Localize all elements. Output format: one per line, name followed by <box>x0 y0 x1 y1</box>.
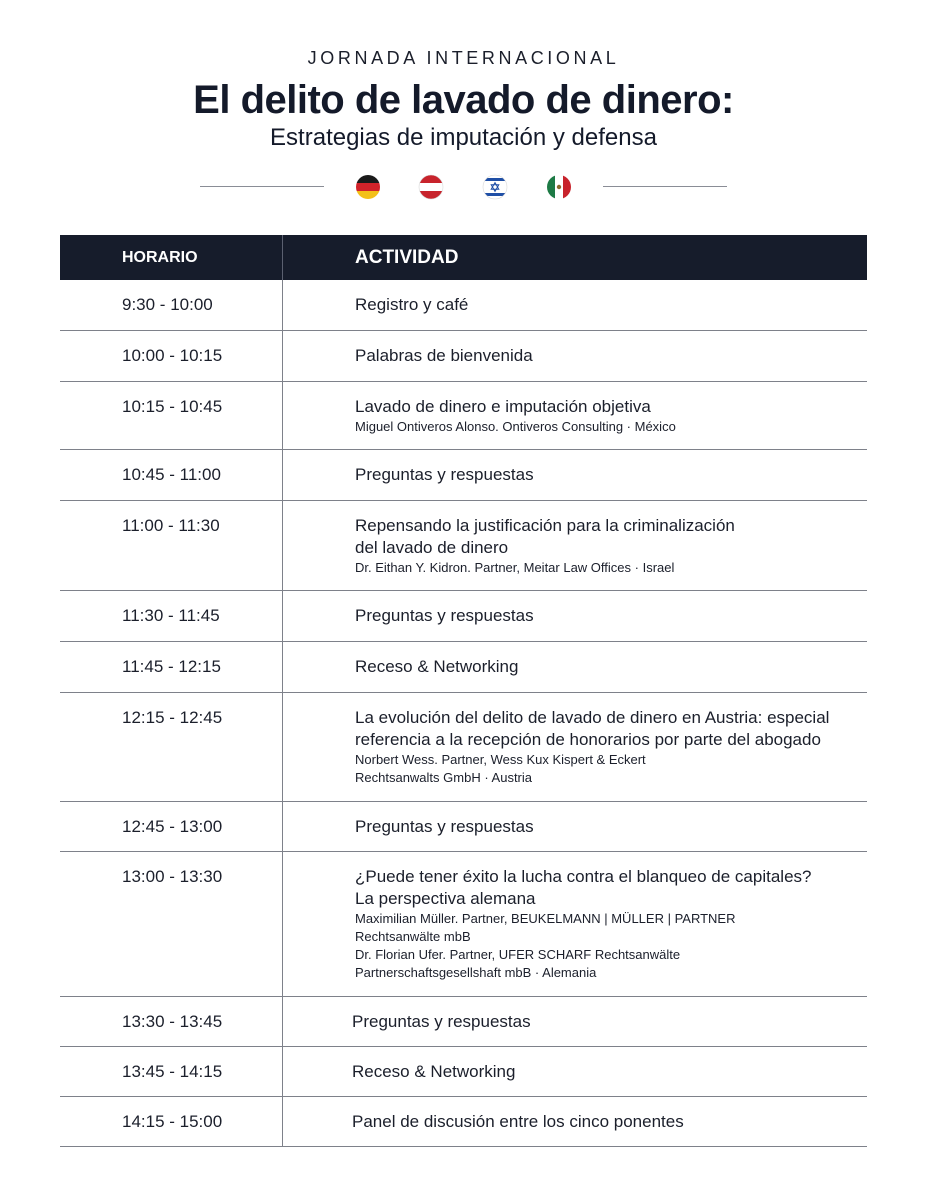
activity-title: La perspectiva alemana <box>355 889 536 908</box>
row-activity <box>355 515 855 577</box>
activity-title: Panel de discusión entre los cinco ponentes <box>352 1112 684 1131</box>
mexico-flag-icon <box>546 174 572 200</box>
row-activity <box>355 345 855 367</box>
row-time: 14:15 - 15:00 <box>122 1112 223 1131</box>
activity-title: Preguntas y respuestas <box>352 1012 531 1031</box>
row-activity <box>355 656 855 678</box>
row-time: 10:15 - 10:45 <box>122 397 223 416</box>
column-divider <box>282 280 283 330</box>
column-divider <box>282 1097 283 1146</box>
table-row <box>60 501 867 591</box>
activity-title: Palabras de bienvenida <box>355 346 533 365</box>
table-row <box>60 1097 867 1147</box>
flags-divider-left <box>200 186 324 187</box>
column-divider <box>282 997 283 1046</box>
row-time: 10:45 - 11:00 <box>122 465 221 484</box>
row-time: 11:45 - 12:15 <box>122 657 221 676</box>
table-row <box>60 450 867 501</box>
activity-speaker: Rechtsanwalts GmbH · Austria <box>355 770 533 785</box>
column-divider <box>282 235 283 280</box>
page-subtitle: Estrategias de imputación y defensa <box>270 124 657 151</box>
activity-speaker: Maximilian Müller. Partner, BEUKELMANN | MÜLLER | PARTNER <box>355 911 736 926</box>
row-activity <box>355 816 855 838</box>
column-divider <box>282 802 283 851</box>
column-divider <box>282 642 283 692</box>
activity-title: Lavado de dinero e imputación objetiva <box>355 397 651 416</box>
table-row <box>60 1047 867 1097</box>
row-time: 12:15 - 12:45 <box>122 708 223 727</box>
row-time: 13:30 - 13:45 <box>122 1012 223 1031</box>
activity-title: Receso & Networking <box>352 1062 516 1081</box>
activity-title: Repensando la justificación para la criminalización <box>355 516 735 535</box>
activity-title: Preguntas y respuestas <box>355 606 534 625</box>
flags-divider-right <box>603 186 727 187</box>
row-activity <box>355 866 855 982</box>
activity-speaker: Partnerschaftsgesellshaft mbB · Alemania <box>355 965 597 980</box>
schedule-table <box>60 235 867 1147</box>
table-row <box>60 852 867 997</box>
activity-speaker: Dr. Eithan Y. Kidron. Partner, Meitar Law Offices · Israel <box>355 560 675 575</box>
activity-title: La evolución del delito de lavado de dinero en Austria: especial <box>355 708 830 727</box>
activity-title: del lavado de dinero <box>355 538 509 557</box>
activity-speaker: Miguel Ontiveros Alonso. Ontiveros Consulting · México <box>355 419 676 434</box>
activity-speaker: Rechtsanwälte mbB <box>355 929 471 944</box>
kicker: JORNADA INTERNACIONAL <box>307 48 620 68</box>
column-divider <box>282 852 283 996</box>
activity-title: Receso & Networking <box>355 657 519 676</box>
activity-speaker: Norbert Wess. Partner, Wess Kux Kispert & Eckert <box>355 752 646 767</box>
row-time: 9:30 - 10:00 <box>122 295 213 314</box>
column-divider <box>282 591 283 641</box>
row-activity <box>355 605 855 627</box>
table-row <box>60 280 867 331</box>
table-row <box>60 331 867 382</box>
table-row <box>60 642 867 693</box>
austria-flag-icon <box>418 174 444 200</box>
activity-title: Preguntas y respuestas <box>355 817 534 836</box>
column-header-time: HORARIO <box>122 249 198 266</box>
page-title: El delito de lavado de dinero: <box>193 78 734 122</box>
row-activity <box>352 1011 852 1033</box>
germany-flag-icon <box>355 174 381 200</box>
row-activity <box>355 294 855 316</box>
table-row <box>60 802 867 852</box>
row-time: 12:45 - 13:00 <box>122 817 223 836</box>
table-row <box>60 997 867 1047</box>
row-activity <box>352 1111 852 1133</box>
column-divider <box>282 693 283 801</box>
row-time: 13:45 - 14:15 <box>122 1062 223 1081</box>
row-activity <box>355 396 855 436</box>
row-time: 13:00 - 13:30 <box>122 867 223 886</box>
table-header <box>60 235 867 280</box>
column-divider <box>282 382 283 449</box>
activity-speaker: Dr. Florian Ufer. Partner, UFER SCHARF Rechtsanwälte <box>355 947 681 962</box>
column-header-activity: ACTIVIDAD <box>355 247 459 268</box>
column-divider <box>282 331 283 381</box>
row-activity <box>355 464 855 486</box>
column-divider <box>282 450 283 500</box>
column-divider <box>282 1047 283 1096</box>
table-row <box>60 693 867 802</box>
row-time: 11:30 - 11:45 <box>122 606 220 625</box>
column-divider <box>282 501 283 590</box>
israel-flag-icon <box>482 174 508 200</box>
row-activity <box>355 707 855 787</box>
activity-title: Registro y café <box>355 295 469 314</box>
activity-title: ¿Puede tener éxito la lucha contra el blanqueo de capitales? <box>355 867 812 886</box>
row-time: 10:00 - 10:15 <box>122 346 223 365</box>
table-row <box>60 591 867 642</box>
table-row <box>60 382 867 450</box>
activity-title: Preguntas y respuestas <box>355 465 534 484</box>
row-time: 11:00 - 11:30 <box>122 516 220 535</box>
activity-title: referencia a la recepción de honorarios por parte del abogado <box>355 730 821 749</box>
table-body <box>60 280 867 1147</box>
row-activity <box>352 1061 852 1083</box>
